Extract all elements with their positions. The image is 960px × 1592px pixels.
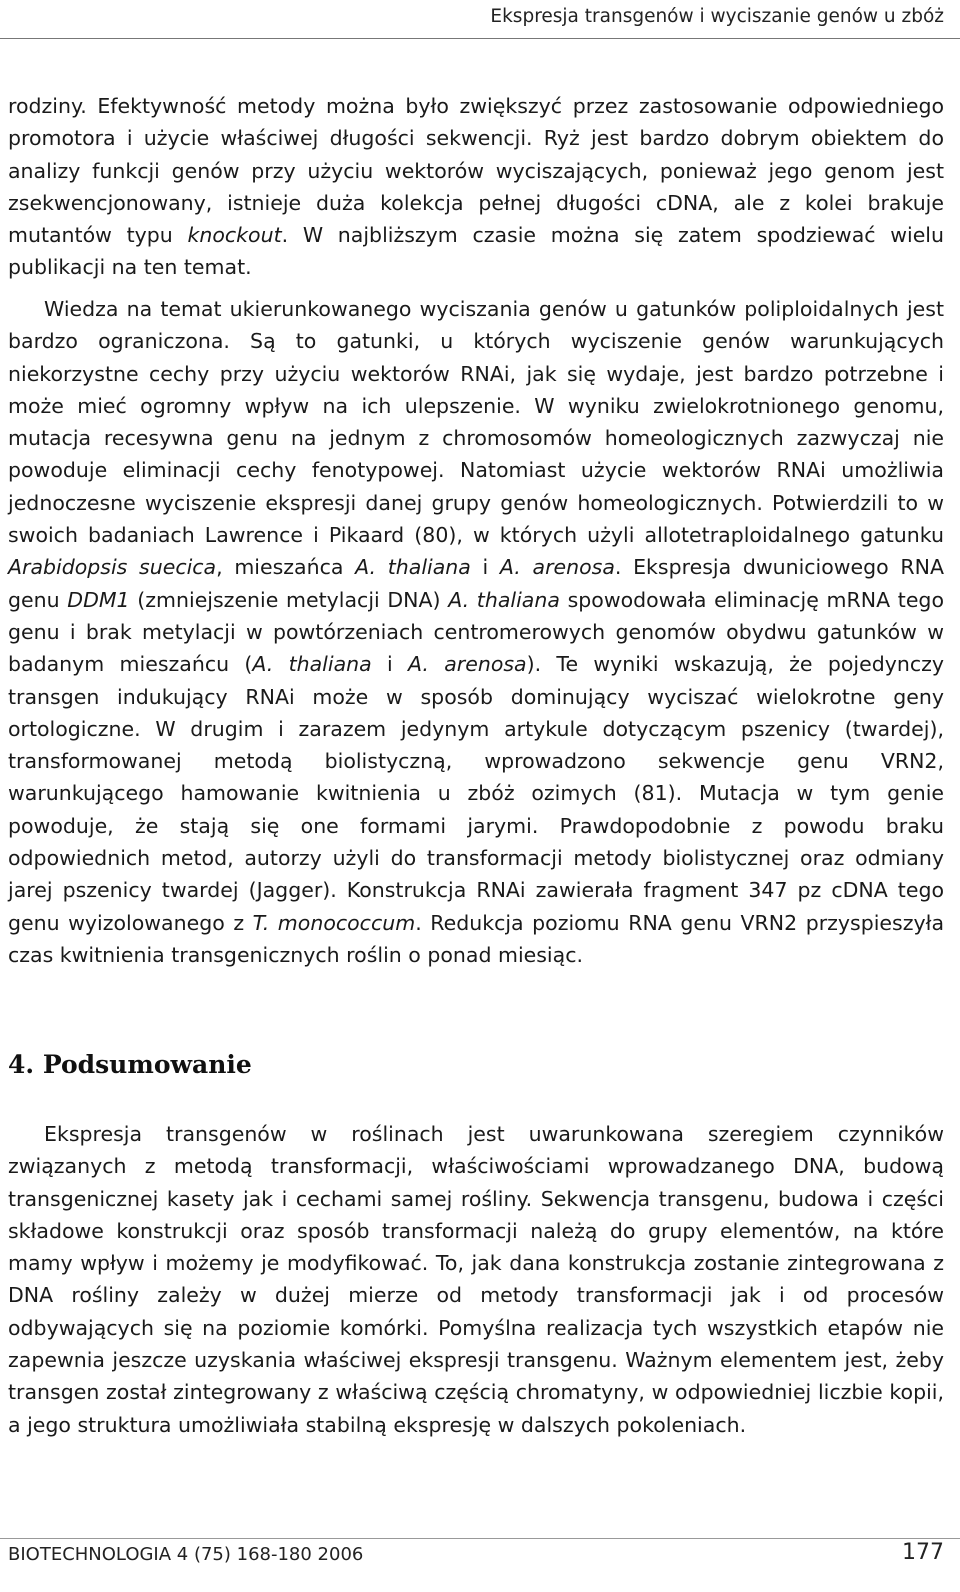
journal-citation: BIOTECHNOLOGIA 4 (75) 168-180 2006 (8, 1544, 364, 1565)
italic-term: DDM1 (67, 587, 130, 612)
body-paragraph-2 (8, 293, 944, 971)
section-heading (8, 1050, 252, 1079)
header-rule (0, 38, 960, 39)
italic-term: A. thaliana (252, 652, 372, 677)
italic-term: Arabidopsis suecica (8, 555, 217, 580)
italic-term: A. thaliana (355, 555, 471, 580)
body-paragraph-1 (8, 90, 944, 284)
text-run: ). Te wyniki wskazują, że pojedynczy transgen indukujący RNAi może w sposób dominujący wyciszać wielokrotne geny ortologiczne. W drugim i zarazem jedynym artykule dotyczącym pszenicy (twardej), transformowanej metodą biolistyczną, wprowadzono sekwencje genu VRN2, warunkującego hamowanie kwitnienia u zbóż ozimych (81). Mutacja w tym genie powoduje, że stają się one formami jarymi. Prawdopodobnie z powodu braku odpowiednich metod, autorzy użyli do transformacji metody biolistycznej oraz odmiany jarej pszenicy twardej (Jagger). Konstrukcja RNAi zawierała fragment 347 pz cDNA tego genu wyizolowanego z (8, 652, 944, 935)
text-run: . Redukcja poziomu RNA genu VRN2 przyspieszyła czas kwitnienia transgenicznych roślin o ponad miesiąc. (8, 910, 945, 967)
section-paragraph (8, 1118, 944, 1441)
italic-term: A. arenosa (408, 652, 527, 677)
paragraph-text (8, 293, 944, 971)
text-run: rodziny. Efektywność metody można było zwiększyć przez zastosowanie odpowiedniego promotora i użycie właściwej długości sekwencji. Ryż jest bardzo dobrym obiektem do analizy funkcji genów przy użyciu wektorów wyciszających, ponieważ jego genom jest zsekwencjonowany, istnieje duża kolekcja pełnej długości cDNA, ale z kolei brakuje mutantów typu (8, 94, 944, 248)
text-run: Wiedza na temat ukierunkowanego wyciszania genów u gatunków poliploidalnych jest bardzo ograniczona. Są to gatunki, u których wyciszenie genów warunkujących niekorzystne cechy przy użyciu wektorów RNAi, jak się wydaje, jest bardzo potrzebne i może mieć ogromny wpływ na ich ulepszenie. W wyniku zwielokrotnionego genomu, mutacja recesywna genu na jednym z chromosomów homeologicznych zazwyczaj nie powoduje eliminacji cechy fenotypowej. Natomiast użycie wektorów RNAi umożliwia jednoczesne wyciszenie ekspresji danej grupy genów homeologicznych. Potwierdzili to w swoich badaniach Lawrence i Pikaard (80), w których użyli allotetraploidalnego gatunku (8, 297, 944, 548)
paragraph-text: Ekspresja transgenów w roślinach jest uwarunkowana szeregiem czynników związanych z metodą transformacji, właściwościami wprowadzanego DNA, budową transgenicznej kasety jak i cechami samej rośliny. Sekwencja transgenu, budowa i części składowe konstrukcji oraz sposób transformacji należą do grupy elementów, na które mamy wpływ i możemy je modyfikować. To, jak dana konstrukcja zostanie zintegrowana z DNA rośliny zależy w dużej mierze od metody transformacji jak i od procesów odbywających się na poziomie komórki. Pomyślna realizacja tych wszystkich etapów nie zapewnia jeszcze uzyskania właściwej ekspresji transgenu. Ważnym elementem jest, żeby transgen został zintegrowany z właściwą częścią chromatyny, w odpowiedniej liczbie kopii, a jego struktura umożliwiała stabilną ekspresję w dalszych pokoleniach. (8, 1122, 944, 1437)
paragraph-text (8, 90, 944, 284)
text-run: spowodowała eliminację mRNA tego genu i brak metylacji w powtórzeniach centromerowych genomów obydwu gatunków w badanym mieszańcu ( (8, 587, 944, 677)
text-run: i (470, 555, 500, 580)
running-header: Ekspresja transgenów i wyciszanie genów u zbóż (490, 6, 944, 27)
italic-term: A. thaliana (448, 587, 560, 612)
italic-term: A. arenosa (499, 555, 615, 580)
text-run: i (371, 652, 408, 677)
footer-rule (0, 1538, 960, 1539)
text-run: , mieszańca (216, 555, 356, 580)
page-number: 177 (902, 1540, 944, 1565)
italic-term: knockout (187, 223, 282, 248)
section-title: Podsumowanie (42, 1050, 252, 1079)
section-number: 4. (8, 1050, 35, 1079)
text-run: (zmniejszenie metylacji DNA) (129, 587, 449, 612)
text-run: . W najbliższym czasie można się zatem spodziewać wielu publikacji na ten temat. (8, 223, 944, 280)
italic-term: T. monococcum (252, 910, 416, 935)
text-run: . Ekspresja dwuniciowego RNA genu (8, 555, 945, 612)
